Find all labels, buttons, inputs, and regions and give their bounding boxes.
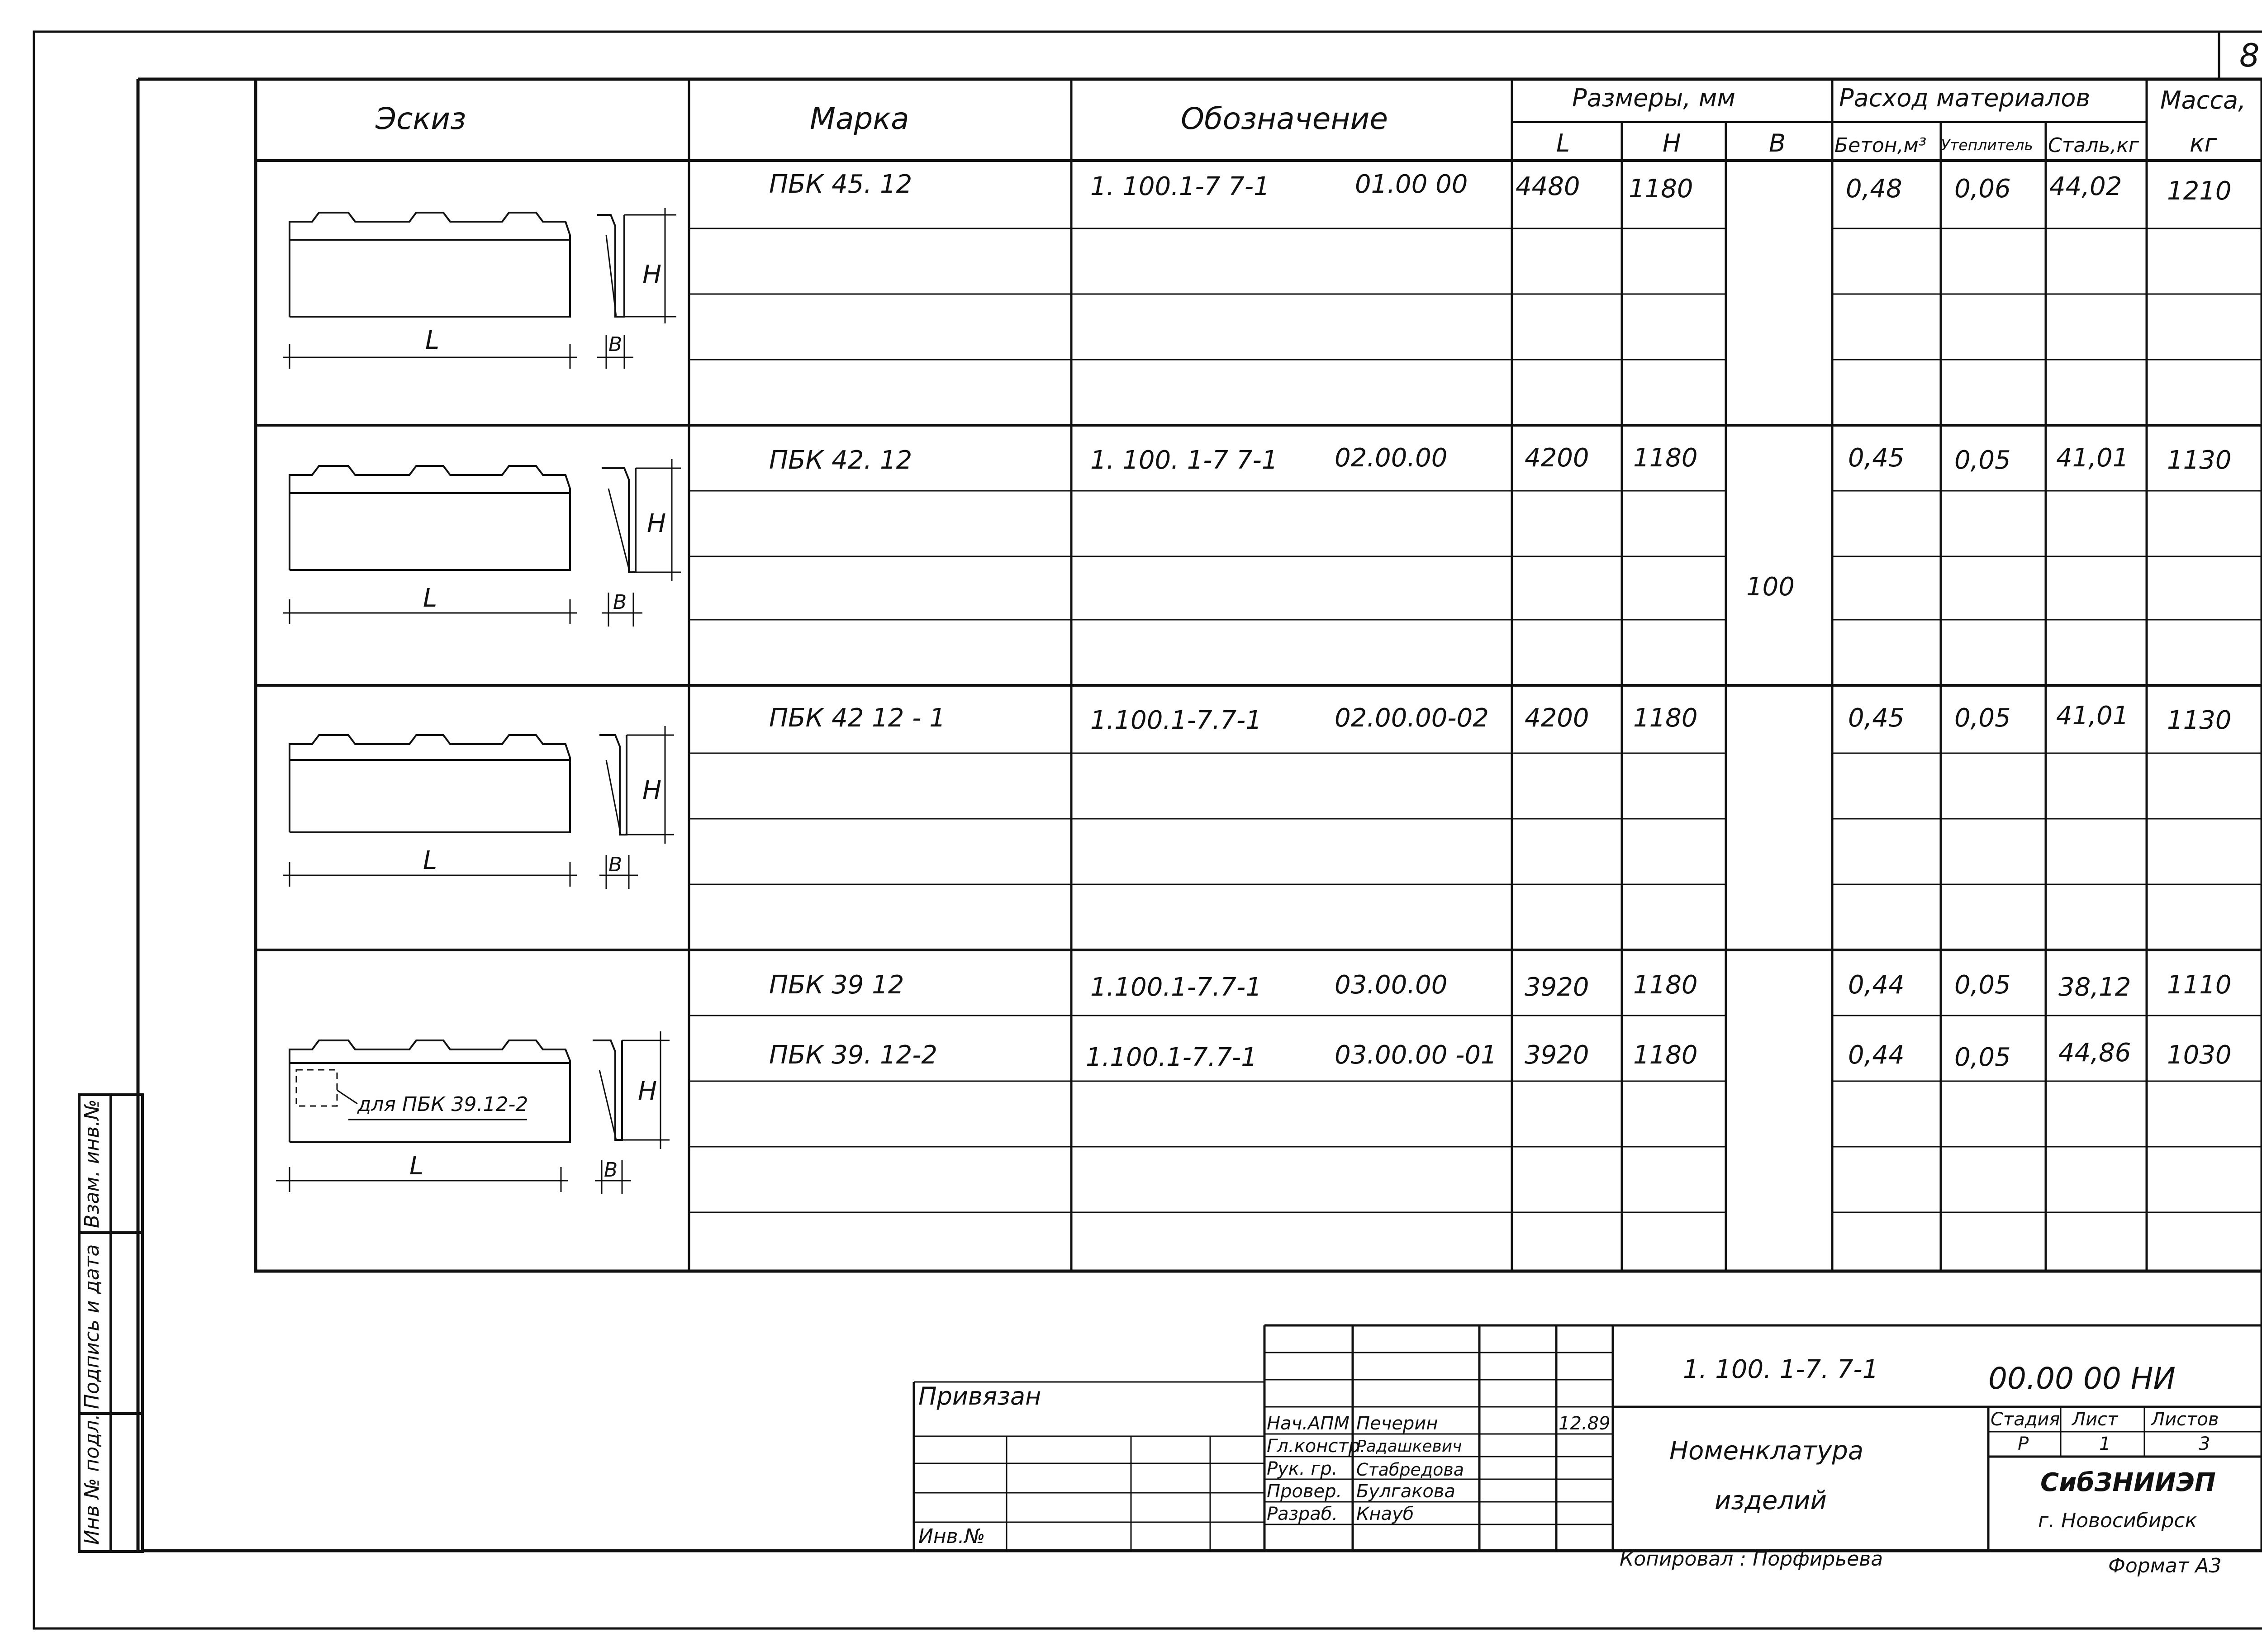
row-concrete: 0,45 [1848,703,1905,733]
tb-role-4: Разраб. [1267,1504,1338,1524]
tb-role-2: Рук. гр. [1267,1458,1338,1479]
tb-name-3: Булгакова [1356,1481,1455,1502]
row-concrete: 0,44 [1848,970,1905,1000]
row-mass: 1110 [2167,970,2232,1000]
side-vzam: Взам. инв.№ [81,1099,104,1228]
row-designation: 1. 100. 1-7 7-1 [1090,446,1278,475]
header-mass: Масса, [2160,86,2246,114]
sketch4-l-label: L [409,1151,424,1181]
tb-city: г. Новосибирск [2038,1509,2197,1532]
row-l: 3920 [1525,1040,1589,1070]
sketch4-note: для ПБК 39.12-2 [357,1093,528,1116]
header-steel: Сталь,кг [2048,134,2139,157]
tb-sheet-label: Лист [2072,1409,2118,1430]
tb-role-0: Нач.АПМ [1267,1413,1350,1434]
header-dim-b: B [1769,129,1786,157]
header-mass-unit: кг [2190,129,2217,157]
tb-stage: Р [2018,1434,2029,1454]
tb-sheet: 1 [2099,1434,2111,1454]
header-dim-l: L [1556,129,1570,157]
header-concrete: Бетон,м³ [1834,134,1927,157]
side-podpis: Подпись и дата [81,1244,104,1409]
row-designation: 1.100.1-7.7-1 [1090,973,1262,1002]
row-mark: ПБК 42 12 - 1 [769,703,946,733]
row-h: 1180 [1633,1040,1698,1070]
row-h: 1180 [1633,443,1698,473]
tb-name-4: Кнауб [1356,1504,1414,1524]
row-code: 03.00.00 [1335,970,1448,1000]
tb-name-2: Стабредова [1356,1460,1464,1480]
row-l: 4480 [1516,172,1580,201]
sketch1-b-label: B [608,333,623,356]
row-insulation: 0,05 [1954,446,2011,475]
header-materials: Расход материалов [1839,84,2091,112]
row-mark: ПБК 45. 12 [769,170,912,199]
side-inv-podl: Инв № подл. [81,1414,104,1545]
header-mark: Марка [810,101,909,136]
row-mark: ПБК 42. 12 [769,446,912,475]
row-concrete: 0,45 [1848,443,1905,473]
header-dimensions: Размеры, мм [1572,84,1736,112]
tb-name-0: Печерин [1356,1413,1438,1434]
tb-stage-label: Стадия [1991,1409,2060,1430]
row-mark: ПБК 39 12 [769,970,904,1000]
header-dim-h: H [1663,129,1681,157]
row-concrete: 0,44 [1848,1040,1905,1070]
tb-format: Формат А3 [2108,1554,2222,1577]
row-mass: 1130 [2167,706,2232,735]
tb-title-line2: изделий [1715,1486,1827,1515]
tb-doc-code: 00.00 00 НИ [1988,1361,2176,1396]
row-h: 1180 [1633,703,1698,733]
sketch4-b-label: B [604,1158,618,1182]
row-mark: ПБК 39. 12-2 [769,1040,938,1070]
row-insulation: 0,05 [1954,703,2011,733]
row-code: 01.00 00 [1355,170,1468,199]
tb-org: СибЗНИИЭП [2040,1468,2216,1497]
tb-date: 12.89 [1559,1413,1611,1434]
sheet-number: 8 [2239,37,2260,74]
tb-role-3: Провер. [1267,1481,1342,1502]
sketch1-l-label: L [425,326,440,355]
tb-name-1: Радашкевич [1356,1437,1462,1456]
sketch4-h-label: H [638,1077,657,1106]
row-mass: 1210 [2167,176,2232,206]
tb-copied: Копировал : Порфирьева [1620,1548,1883,1571]
row-steel: 41,01 [2056,443,2129,473]
row-code: 03.00.00 -01 [1335,1040,1497,1070]
row-insulation: 0,05 [1954,1043,2011,1072]
sketch3-h-label: H [642,776,662,805]
sketch2-h-label: H [647,509,666,538]
row-steel: 44,02 [2049,172,2122,201]
tb-inv-no: Инв.№ [918,1525,985,1548]
row-l: 3920 [1525,973,1589,1002]
row-h: 1180 [1633,970,1698,1000]
sketch1-h-label: H [642,260,662,290]
header-insulation: Утеплитель [1941,136,2033,154]
row-insulation: 0,06 [1954,174,2011,204]
row-steel: 44,86 [2058,1038,2131,1068]
tb-title-line1: Номенклатура [1669,1436,1864,1466]
row-concrete: 0,48 [1846,174,1902,204]
header-designation: Обозначение [1181,101,1388,136]
row-l: 4200 [1525,443,1589,473]
row-h: 1180 [1629,174,1693,204]
sketch2-l-label: L [423,584,437,613]
row-steel: 38,12 [2058,973,2131,1002]
row-mass: 1130 [2167,446,2232,475]
sketch3-b-label: B [608,853,623,876]
sketch2-b-label: B [613,591,627,614]
row-code: 02.00.00-02 [1335,703,1489,733]
tb-role-1: Гл.констр. [1267,1436,1366,1457]
row-designation: 1.100.1-7.7-1 [1086,1043,1257,1072]
header-sketch: Эскиз [375,101,466,136]
row-mass: 1030 [2167,1040,2232,1070]
row-insulation: 0,05 [1954,970,2011,1000]
row-steel: 41,01 [2056,701,2129,731]
row-l: 4200 [1525,703,1589,733]
tb-document: 1. 100. 1-7. 7-1 [1683,1355,1879,1384]
row-code: 02.00.00 [1335,443,1448,473]
row-designation: 1.100.1-7.7-1 [1090,706,1262,735]
tb-sheets-label: Листов [2151,1409,2219,1430]
common-b-value: 100 [1746,572,1795,602]
tb-privyazan: Привязан [918,1382,1041,1410]
row-designation: 1. 100.1-7 7-1 [1090,172,1270,201]
tb-sheets: 3 [2199,1434,2210,1454]
sketch3-l-label: L [423,846,437,875]
